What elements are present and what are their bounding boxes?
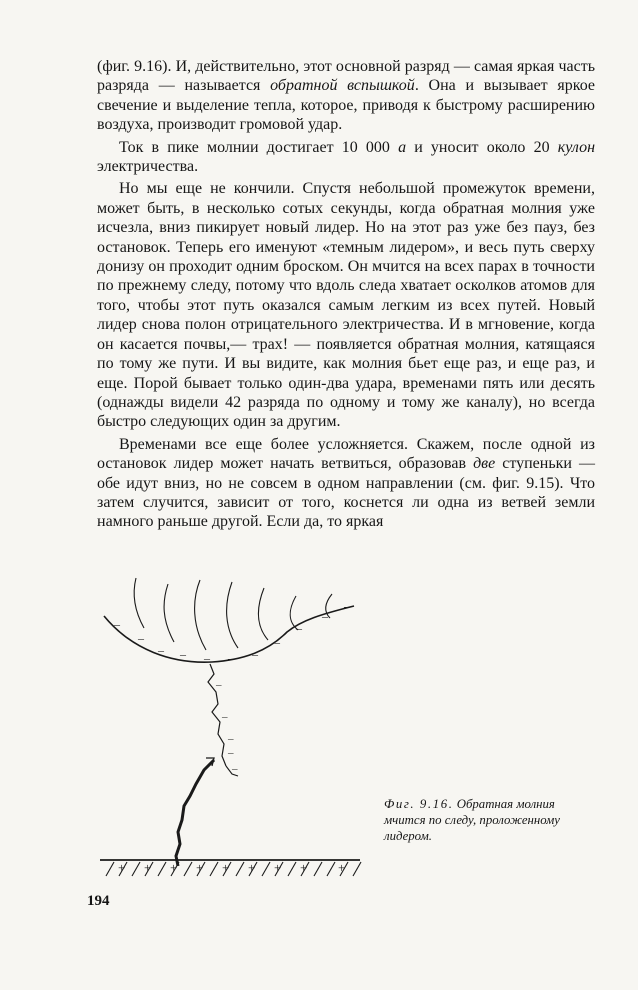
ground-positive-charge: + [274, 860, 282, 875]
cloud-field-line [258, 588, 268, 640]
ground-positive-charge: + [338, 860, 346, 875]
ground-hatch-mark [158, 862, 166, 876]
text-run: Ток в пике молнии достигает 10 000 [119, 138, 399, 156]
ground-hatch-mark [184, 862, 192, 876]
ground-positive-charge: + [248, 860, 256, 875]
cloud-negative-charge: – [252, 647, 258, 661]
italic-term: а [398, 138, 407, 156]
cloud-negative-charge: – [114, 617, 120, 631]
text-run: . Она и вызывает яркое свечение и выделение тепла, которое, приводя к быстрому расширению воздуха, производит громовой удар. [97, 77, 596, 134]
cloud-field-line [227, 582, 238, 648]
cloud-negative-charge: – [344, 599, 350, 613]
text-run: ступеньки — обе идут вниз, но не совсем в одном направлении (см. фиг. 9.15). Что затем случится, зависит от того, коснется ли одна из ветвей земли намного раньше другой. Если да, то яркая [97, 455, 595, 531]
leader-negative-charge: – [216, 679, 222, 691]
cloud-negative-charge: – [204, 651, 210, 665]
ground-hatch-mark [288, 862, 296, 876]
paragraph-p2 [97, 138, 595, 177]
cloud-field-line [195, 580, 206, 650]
leader-negative-charge: – [228, 733, 234, 745]
ground-positive-charge: + [300, 860, 308, 875]
ground-positive-charge: + [144, 860, 152, 875]
paragraph-p4 [97, 435, 595, 532]
ground-hatch-mark [327, 862, 335, 876]
return-stroke-path [176, 760, 214, 866]
paragraph-p1 [97, 57, 595, 135]
page-number: 194 [87, 893, 110, 909]
ground-hatch-mark [353, 862, 361, 876]
ground-positive-charge: + [118, 860, 126, 875]
ground-hatch-mark [106, 862, 114, 876]
leader-negative-charge: – [232, 763, 238, 775]
text-run: Временами все еще более усложняется. Скажем, после одной из остановок лидер может начать ветвиться, образовав [97, 435, 595, 473]
caption-text: Обратная молния мчится по следу, проложенному лидером. [384, 797, 560, 843]
caption-label: Фиг. 9.16. [384, 797, 454, 811]
cloud-negative-charge: – [296, 621, 302, 635]
leader-negative-charge: – [222, 711, 228, 723]
cloud-field-line [134, 578, 144, 628]
ground-hatch-mark [236, 862, 244, 876]
cloud [104, 578, 354, 662]
body-text [97, 57, 595, 532]
ground-positive-charge: + [170, 860, 178, 875]
italic-term: кулон [557, 138, 595, 156]
ground-positive-charge: + [222, 860, 230, 875]
cloud-negative-charge: – [180, 647, 186, 661]
italic-term: обратной вспышкой [270, 77, 415, 95]
ground-hatch-mark [314, 862, 322, 876]
leader-negative-charge: – [228, 747, 234, 759]
ground [100, 860, 361, 876]
cloud-negative-charge: – [322, 609, 328, 623]
ground-hatch-mark [132, 862, 140, 876]
figure-caption [384, 796, 598, 844]
leader-channel [176, 664, 238, 866]
paragraph-p3 [97, 179, 595, 431]
ground-hatch-mark [210, 862, 218, 876]
cloud-negative-charge: – [228, 651, 234, 665]
ground-positive-charge: + [196, 860, 204, 875]
cloud-negative-charge: – [138, 631, 144, 645]
text-run: электричества. [97, 158, 199, 176]
cloud-negative-charge: – [274, 635, 280, 649]
italic-term: две [473, 455, 496, 473]
cloud-negative-charge: – [158, 643, 164, 657]
cloud-field-line [164, 584, 174, 642]
text-run: (фиг. 9.16). И, действительно, этот основной разряд — самая яркая часть разряда — называется [97, 58, 595, 95]
text-run: и уносит около 20 [406, 138, 558, 156]
lightning-figure [92, 570, 367, 890]
ground-hatch-mark [262, 862, 270, 876]
text-run: Но мы еще не кончили. Спустя небольшой промежуток времени, может быть, в несколько сотых секунды, когда обратная молния уже исчезла, вниз пикирует новый лидер. Но на этот раз уже без пауз, без остановок. Теперь его именуют «темным лидером», и весь путь сверху донизу он проходит одним броском. Он мчится на всех парах в точности по прежнему следу, потому что вдоль следа хватает осколков атомов для того, чтобы этот путь оказался самым легким из всех путей. Новый лидер снова полон отрицательного электричества. И в мгновение, когда он касается почвы,— трах! — появляется обратная молния, катящаяся по тому же пути. И вы видите, как молния бьет еще раз, и еще раз, и еще. Порой бывает только один-два удара, временами пять или десять (однажды видели 42 разряда по одному и тому же каналу), но всегда быстро следующих один за другим. [97, 180, 595, 431]
